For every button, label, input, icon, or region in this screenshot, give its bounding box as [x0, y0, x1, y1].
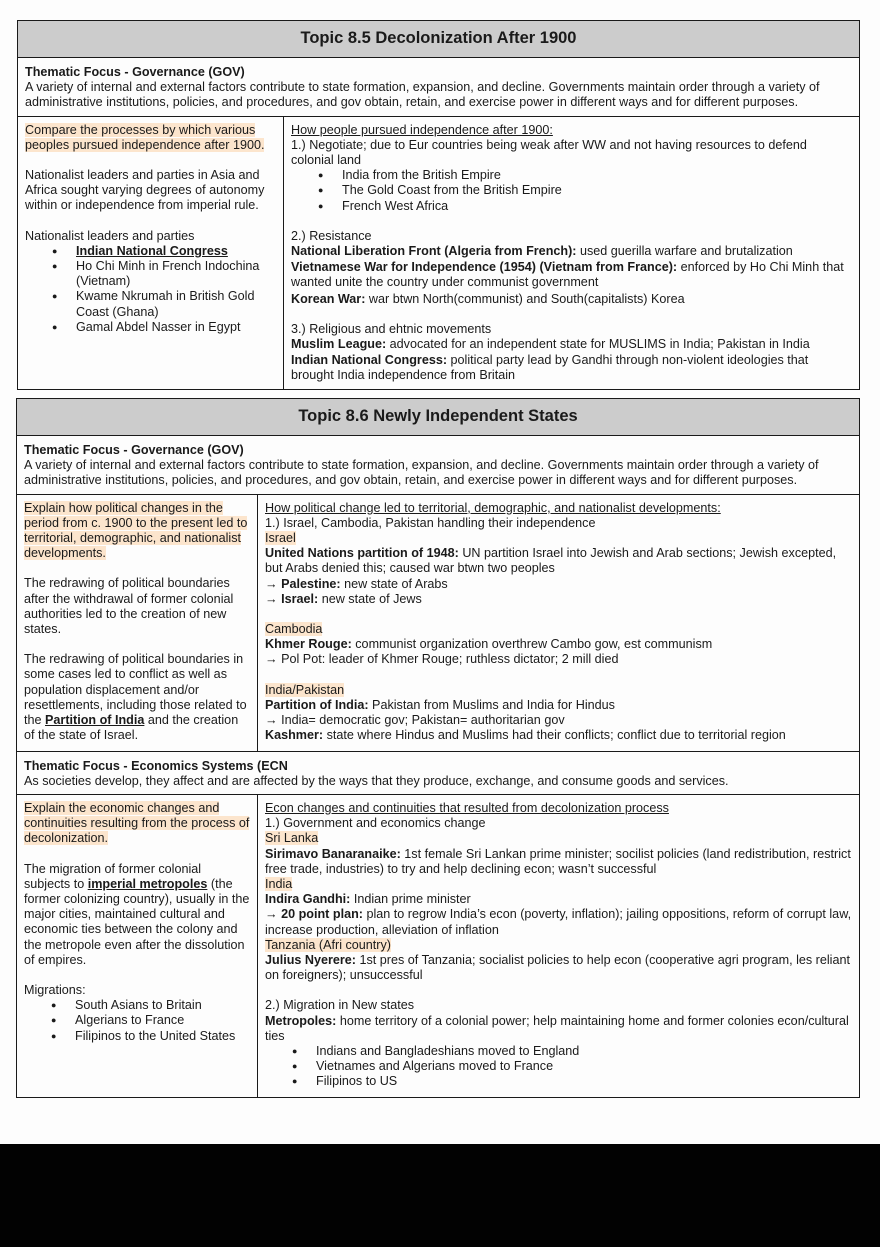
list-item: ● Algerians to France — [24, 1013, 250, 1028]
list-item: ● Filipinos to US — [265, 1074, 852, 1089]
thematic-focus-text: A variety of internal and external factors contribute to state formation, expansion, and decline. Governments maintain order through a variety of administrative institutions, policies, and procedures, and gov obtain, retain, and exercise power in different ways and for different purposes. — [25, 80, 820, 110]
thematic-focus-text: A variety of internal and external factors contribute to state formation, expansion, and decline. Governments maintain order through a variety of administrative institutions, policies, and procedures, and gov obtain, retain, and exercise power in different ways and for different purposes. — [24, 458, 819, 488]
black-letterbox-band — [0, 1144, 880, 1247]
section-title: 2.) Migration in New states — [265, 998, 415, 1013]
list-item: ● The Gold Coast from the British Empire — [291, 183, 852, 198]
learning-objective-cell — [17, 494, 258, 751]
section-title: 1.) Israel, Cambodia, Pakistan handling their independence — [265, 515, 596, 530]
thematic-focus-text: As societies develop, they affect and are affected by the ways that they produce, exchange, and consume goods and services. — [24, 773, 729, 788]
note-entry: → India= democratic gov; Pakistan= authoritarian gov — [265, 713, 565, 728]
note-entry: Indian National Congress: political party lead by Gandhi through non-violent ideologies that brought India independence from Britain — [291, 353, 809, 383]
notes-heading: Econ changes and continuities that resulted from decolonization process — [265, 801, 669, 816]
key-concept: The redrawing of political boundaries in some cases led to conflict as well as population displacement and/or resettlements, including those related to the Partition of India and the creation of the state of Israel. — [24, 652, 247, 743]
list-item: ● Ho Chi Minh in French Indochina (Vietnam) — [25, 259, 276, 289]
list-item: ● Indian National Congress — [25, 244, 276, 259]
country-label-sri-lanka: Sri Lanka — [265, 831, 319, 846]
section-title: 1.) Negotiate; due to Eur countries being weak after WW and not having resources to defend colonial land — [291, 137, 807, 168]
migrations-list — [24, 998, 250, 1044]
thematic-focus-title: Thematic Focus - Governance (GOV) — [25, 65, 245, 79]
leaders-list — [25, 244, 276, 335]
note-entry: Sirimavo Banaranaike: 1st female Sri Lankan prime minister; socilist policies (land redistribution, restrict free trade, industries) to try and help declining econ; wasn’t successful — [265, 846, 851, 876]
list-item: ● Vietnames and Algerians moved to France — [265, 1059, 852, 1074]
note-entry: Khmer Rouge: communist organization overthrew Cambo gow, est communism — [265, 637, 713, 652]
note-entry: → 20 point plan: plan to regrow India’s econ (poverty, inflation); jailing oppositions, reform of corrupt law, increase production, alleviation of inflation — [265, 907, 852, 937]
learning-objective: Explain the economic changes and continuities resulting from the process of decolonization. — [24, 801, 250, 846]
learning-objective-cell — [18, 116, 284, 389]
list-title: Nationalist leaders and parties — [25, 228, 195, 243]
notes-cell — [284, 116, 860, 389]
note-entry: Vietnamese War for Independence (1954) (Vietnam from France): enforced by Ho Chi Minh that wanted unite the country under communist government — [291, 260, 844, 290]
learning-objective: Compare the processes by which various peoples pursued independence after 1900. — [25, 122, 265, 152]
note-entry: Muslim League: advocated for an independent state for MUSLIMS in India; Pakistan in India — [291, 337, 810, 352]
learning-objective-cell — [17, 795, 258, 1098]
section-title: 3.) Religious and ehtnic movements — [291, 321, 492, 336]
country-label-india: India — [265, 877, 293, 892]
thematic-focus-title: Thematic Focus - Governance (GOV) — [24, 443, 244, 457]
country-label-israel: Israel — [265, 531, 296, 546]
note-entry: Partition of India: Pakistan from Muslims and India for Hindus — [265, 697, 615, 712]
note-entry: Metropoles: home territory of a colonial power; help maintaining home and former colonies econ/cultural ties — [265, 1013, 849, 1043]
thematic-focus-title: Thematic Focus - Economics Systems (ECN — [24, 758, 288, 773]
list-item: ● Gamal Abdel Nasser in Egypt — [25, 320, 276, 335]
learning-objective: Explain how political changes in the period from c. 1900 to the present led to territorial, demographic, and nationalist developments. — [24, 500, 248, 561]
note-entry: Indira Gandhi: Indian prime minister — [265, 892, 471, 907]
thematic-focus-gov — [17, 436, 860, 495]
list-title: Migrations: — [24, 983, 86, 998]
note-entry: United Nations partition of 1948: UN partition Israel into Jewish and Arab sections; Jewish excepted, but Arabs denied this; caused war btwn two peoples — [265, 546, 837, 576]
notes-heading: How people pursued independence after 1900: — [291, 122, 553, 137]
topic-8-6-table — [16, 398, 860, 1098]
section-title: 1.) Government and economics change — [265, 816, 486, 831]
list-item: ● French West Africa — [291, 199, 852, 214]
topic-title: Topic 8.6 Newly Independent States — [17, 399, 860, 436]
country-label-india-pakistan: India/Pakistan — [265, 682, 345, 697]
note-entry: → Palestine: new state of Arabs — [265, 576, 448, 591]
list-item: ● India from the British Empire — [291, 168, 852, 183]
note-entry: → Pol Pot: leader of Khmer Rouge; ruthless dictator; 2 mill died — [265, 652, 619, 667]
list-item: ● South Asians to Britain — [24, 998, 250, 1013]
note-entry: → Israel: new state of Jews — [265, 591, 422, 606]
key-concept: The migration of former colonial subjects to imperial metropoles (the former colonizing country), usually in the major cities, maintained cultural and economic ties between the colony and the metropole even after the dissolution of empires. — [24, 861, 250, 967]
key-concept: The redrawing of political boundaries after the withdrawal of former colonial authorities led to the creation of new states. — [24, 576, 234, 637]
country-label-tanzania: Tanzania (Afri country) — [265, 937, 391, 952]
migration-list — [265, 1044, 852, 1090]
note-entry: Korean War: war btwn North(communist) and South(capitalists) Korea — [291, 291, 685, 306]
notes-cell — [258, 494, 860, 751]
topic-title: Topic 8.5 Decolonization After 1900 — [18, 21, 860, 58]
list-item: ● Filipinos to the United States — [24, 1029, 250, 1044]
notes-heading: How political change led to territorial, demographic, and nationalist developments: — [265, 500, 721, 515]
note-entry: Julius Nyerere: 1st pres of Tanzania; socialist policies to help econ (cooperative agri program, les reliant on foreigners); unsuccessful — [265, 953, 850, 983]
note-entry: Kashmer: state where Hindus and Muslims had their conflicts; conflict due to territorial region — [265, 728, 786, 743]
list-item: ● Kwame Nkrumah in British Gold Coast (Ghana) — [25, 289, 276, 319]
key-concept: Nationalist leaders and parties in Asia and Africa sought varying degrees of autonomy within or independence from imperial rule. — [25, 168, 265, 213]
country-label-cambodia: Cambodia — [265, 622, 323, 637]
note-entry: National Liberation Front (Algeria from French): used guerilla warfare and brutalization — [291, 244, 793, 259]
thematic-focus-ecn — [17, 751, 860, 794]
section-title: 2.) Resistance — [291, 228, 372, 243]
notes-cell — [258, 795, 860, 1098]
negotiate-list — [291, 168, 852, 214]
thematic-focus-gov — [18, 58, 860, 117]
topic-8-5-table — [17, 20, 860, 390]
list-item: ● Indians and Bangladeshians moved to England — [265, 1044, 852, 1059]
